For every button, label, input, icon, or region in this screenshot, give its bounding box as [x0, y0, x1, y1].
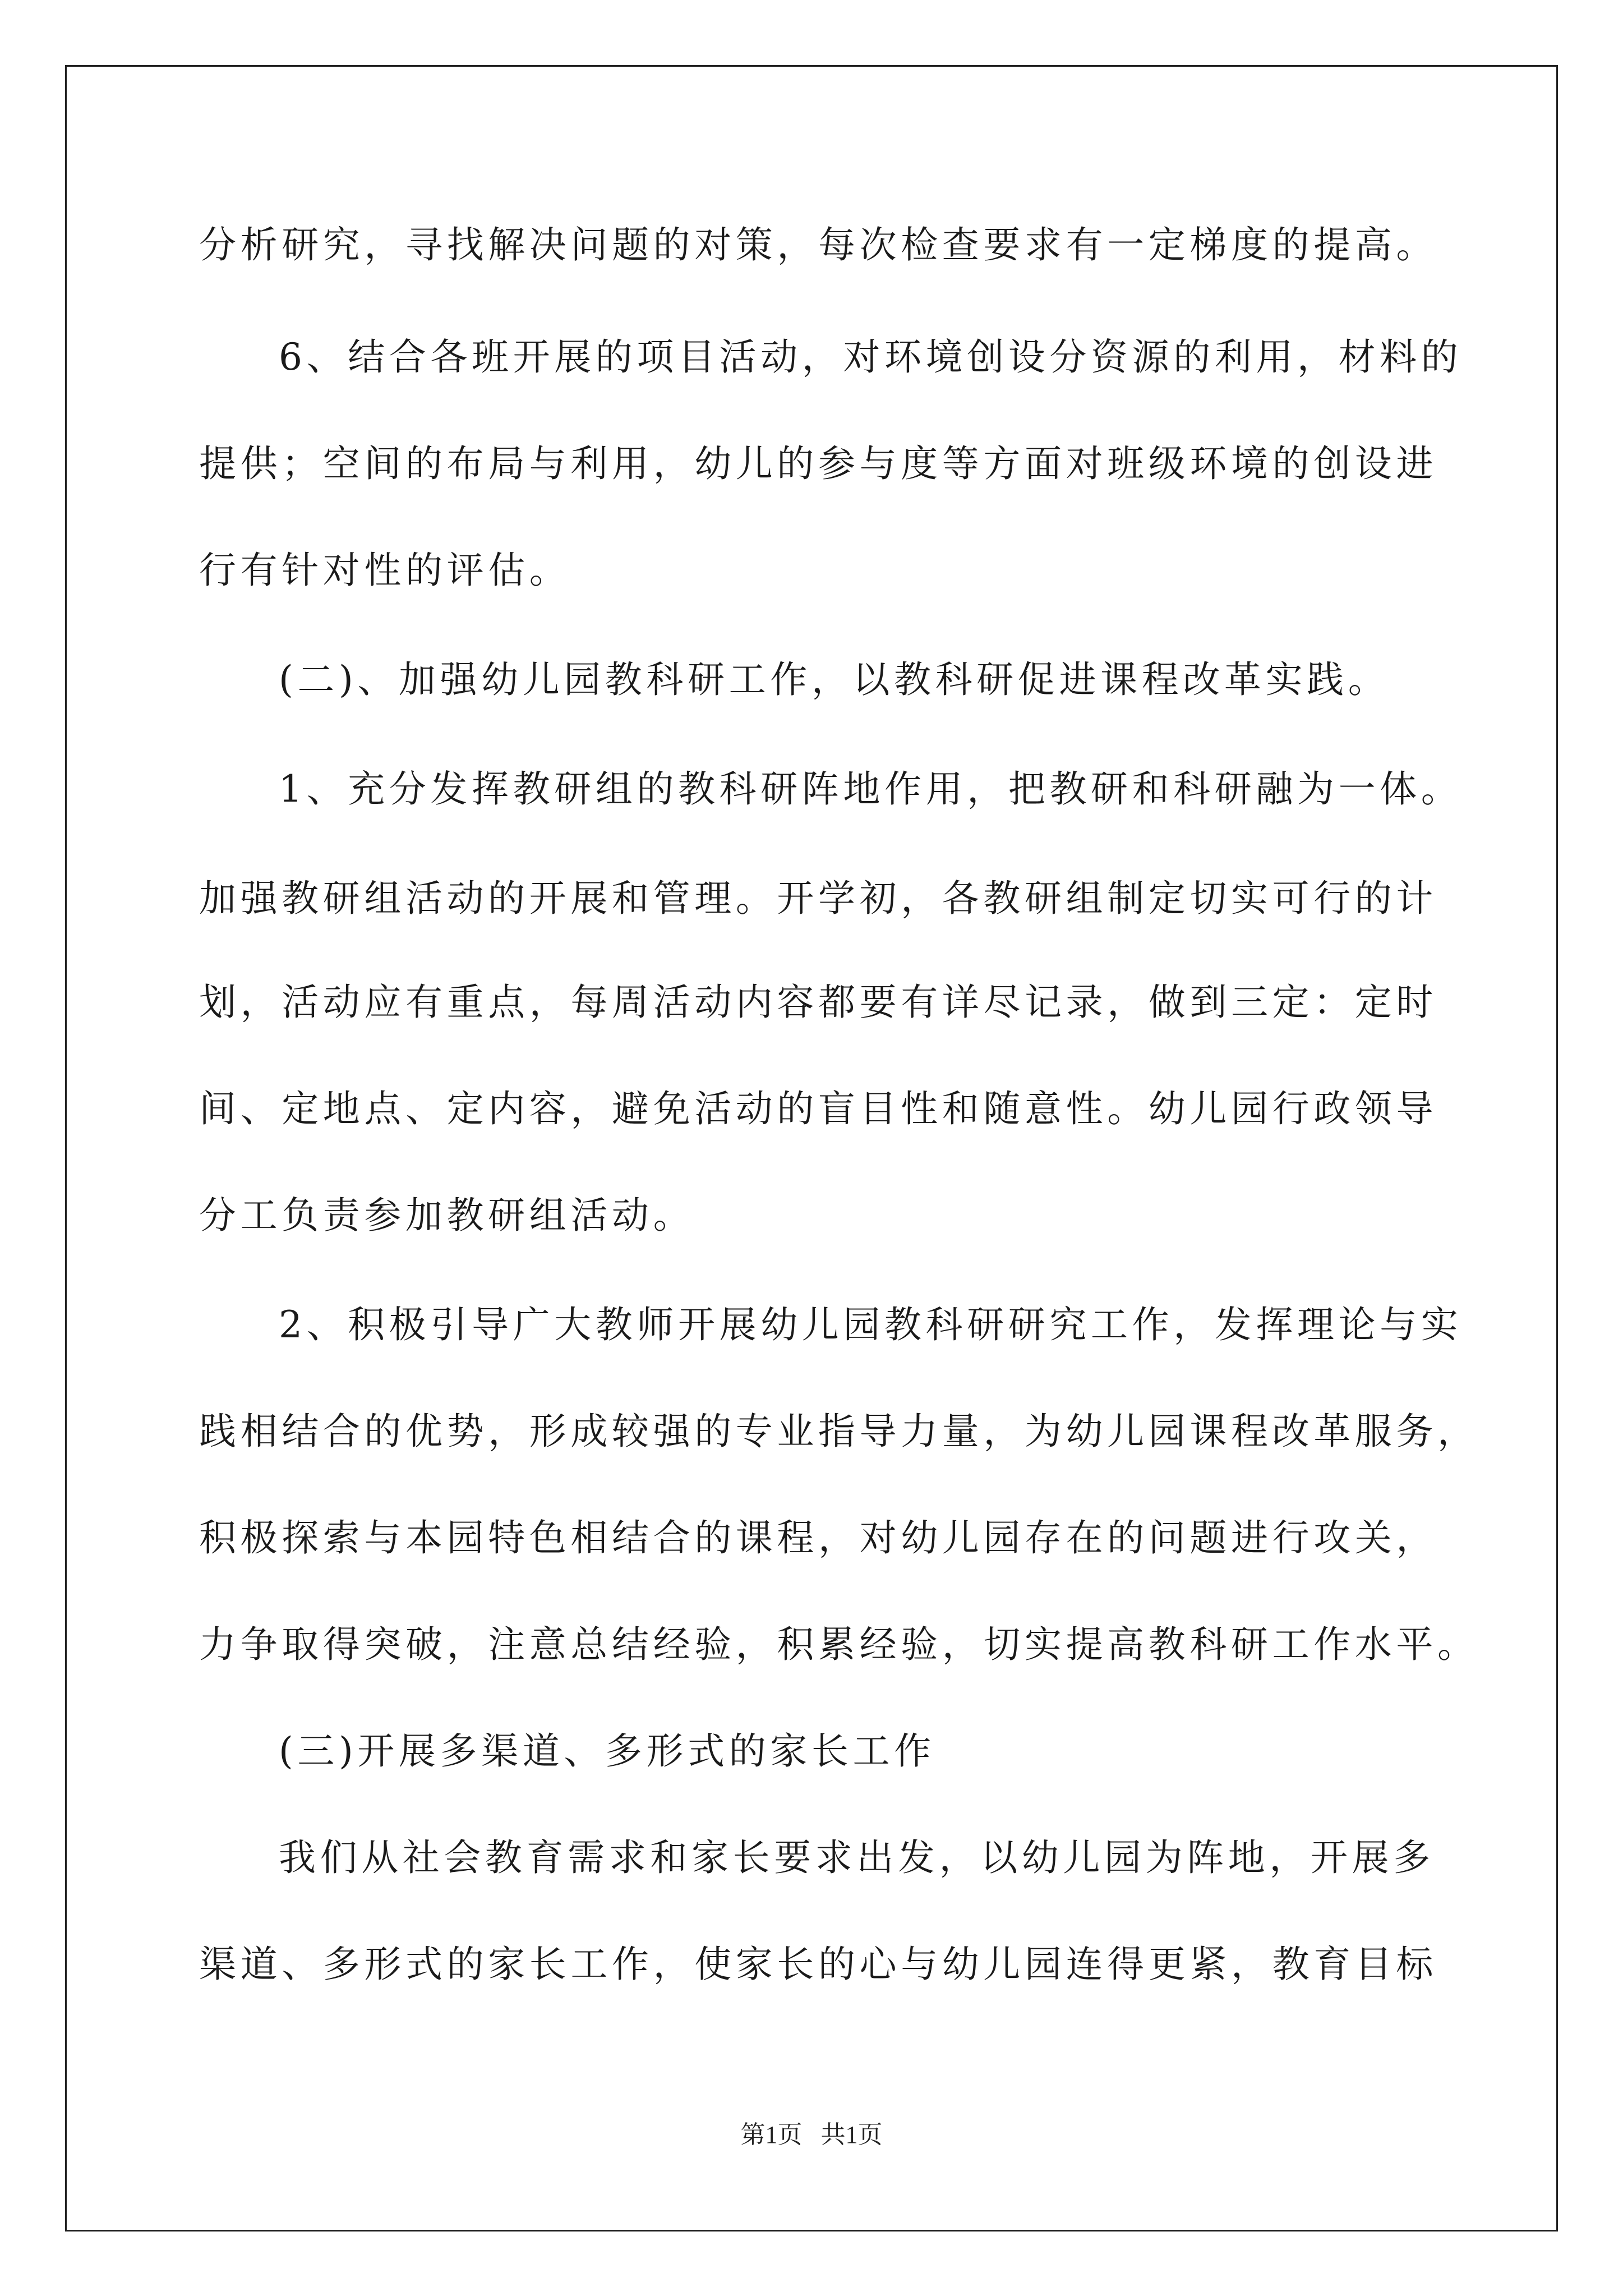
text-line: 积极探索与本园特色相结合的课程，对幼儿园存在的问题进行攻关，	[199, 1516, 1437, 1559]
section-heading: (二)、加强幼儿园教科研工作，以教科研促进课程改革实践。	[279, 658, 1390, 701]
section-heading: (三)开展多渠道、多形式的家长工作	[279, 1729, 935, 1773]
text-line: 渠道、多形式的家长工作，使家长的心与幼儿园连得更紧，教育目标	[199, 1943, 1437, 1986]
text-line: 践相结合的优势，形成较强的专业指导力量，为幼儿园课程改革服务，	[199, 1410, 1479, 1453]
text-line: 行有针对性的评估。	[199, 549, 571, 592]
text-line: 加强教研组活动的开展和管理。开学初，各教研组制定切实可行的计	[199, 877, 1437, 920]
text-line: 间、定地点、定内容，避免活动的盲目性和随意性。幼儿园行政领导	[199, 1087, 1437, 1130]
text-line: 1、充分发挥教研组的教科研阵地作用，把教研和科研融为一体。	[279, 767, 1463, 811]
text-line: 分析研究，寻找解决问题的对策，每次检查要求有一定梯度的提高。	[199, 223, 1437, 266]
page-border	[65, 65, 1558, 2231]
text-line: 划，活动应有重点，每周活动内容都要有详尽记录，做到三定：定时	[199, 981, 1437, 1024]
text-line: 我们从社会教育需求和家长要求出发，以幼儿园为阵地，开展多	[279, 1836, 1435, 1879]
text-line: 力争取得突破，注意总结经验，积累经验，切实提高教科研工作水平。	[199, 1623, 1479, 1666]
page-footer: 第1页 共1页	[740, 2121, 883, 2148]
text-line: 2、积极引导广大教师开展幼儿园教科研研究工作，发挥理论与实	[279, 1303, 1463, 1346]
text-line: 分工负责参加教研组活动。	[199, 1194, 695, 1237]
text-line: 提供；空间的布局与利用，幼儿的参与度等方面对班级环境的创设进	[199, 442, 1437, 485]
text-line: 6、结合各班开展的项目活动，对环境创设分资源的利用，材料的	[279, 335, 1463, 379]
